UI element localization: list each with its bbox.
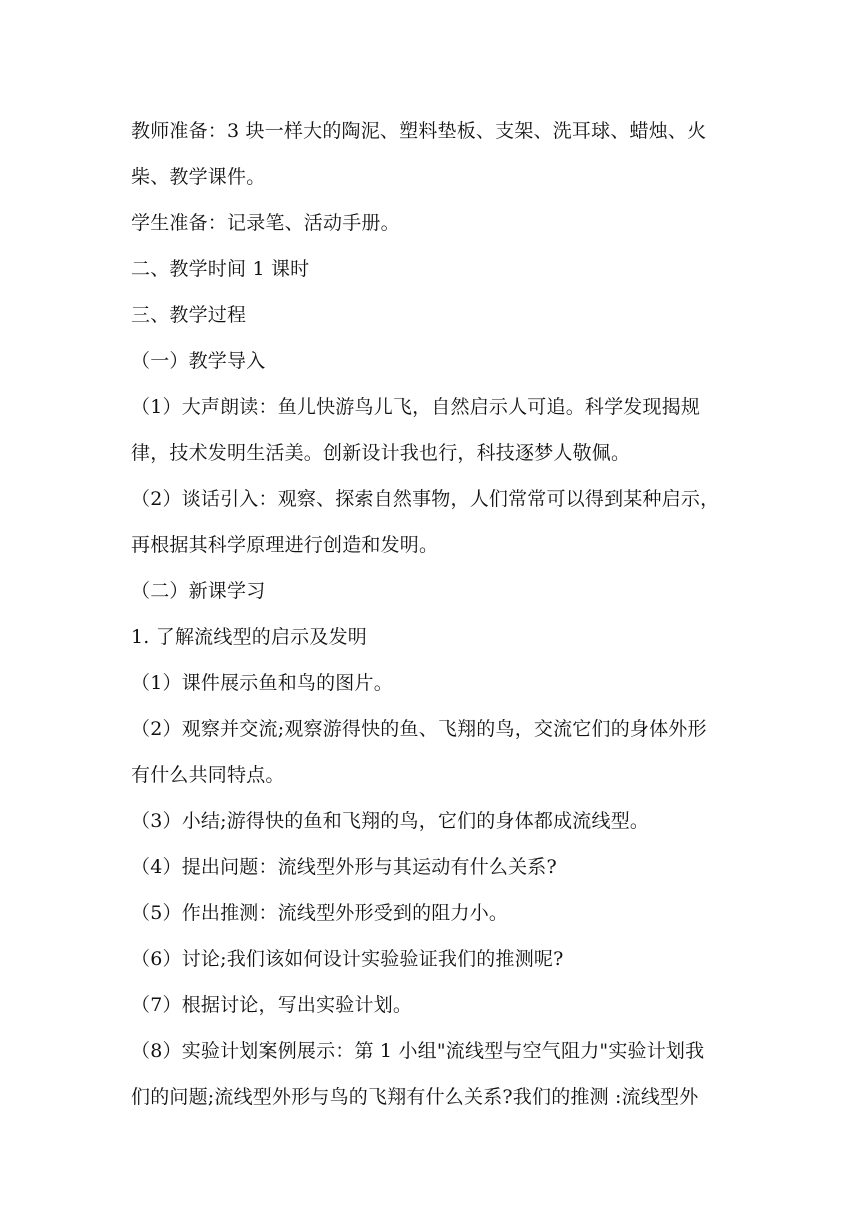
text-line-step-3: （3）小结;游得快的鱼和飞翔的鸟，它们的身体都成流线型。 <box>131 810 650 832</box>
text-line-step-2: （2）观察并交流;观察游得快的鱼、飞翔的鸟，交流它们的身体外形 <box>131 718 707 740</box>
text-line-read-aloud: （1）大声朗读：鱼儿快游鸟儿飞，自然启示人可追。科学发现揭规 <box>131 396 701 418</box>
text-line-student-prep: 学生准备：记录笔、活动手册。 <box>131 212 400 234</box>
text-line-step-1: （1）课件展示鱼和鸟的图片。 <box>131 672 393 694</box>
text-line-step-7: （7）根据讨论，写出实验计划。 <box>131 994 413 1016</box>
document-body <box>131 108 751 1120</box>
text-line-step-4: （4）提出问题：流线型外形与其运动有什么关系? <box>131 856 557 878</box>
section-heading-teaching-time: 二、教学时间 1 课时 <box>131 258 310 280</box>
text-line-read-aloud-cont: 律，技术发明生活美。创新设计我也行，科技逐梦人敬佩。 <box>131 442 631 464</box>
text-line-teacher-prep: 教师准备：3 块一样大的陶泥、塑料垫板、支架、洗耳球、蜡烛、火 <box>131 120 707 142</box>
text-line-talk-intro: （2）谈话引入：观察、探索自然事物，人们常常可以得到某种启示， <box>131 488 720 510</box>
section-heading-teaching-process: 三、教学过程 <box>131 304 247 326</box>
text-line-teacher-prep-cont: 柴、教学课件。 <box>131 166 266 188</box>
item-heading-streamline: 1. 了解流线型的启示及发明 <box>131 626 367 648</box>
subsection-heading-new-lesson: （二）新课学习 <box>131 580 266 602</box>
subsection-heading-introduction: （一）教学导入 <box>131 350 266 372</box>
text-line-step-5: （5）作出推测：流线型外形受到的阻力小。 <box>131 902 509 924</box>
text-line-step-2-cont: 有什么共同特点。 <box>131 764 285 786</box>
text-line-step-8-cont: 们的问题;流线型外形与鸟的飞翔有什么关系?我们的推测 :流线型外 <box>131 1086 699 1108</box>
text-line-step-6: （6）讨论;我们该如何设计实验验证我们的推测呢? <box>131 948 564 970</box>
text-line-step-8: （8）实验计划案例展示：第 1 小组"流线型与空气阻力"实验计划我 <box>131 1040 705 1062</box>
text-line-talk-intro-cont: 再根据其科学原理进行创造和发明。 <box>131 534 439 556</box>
